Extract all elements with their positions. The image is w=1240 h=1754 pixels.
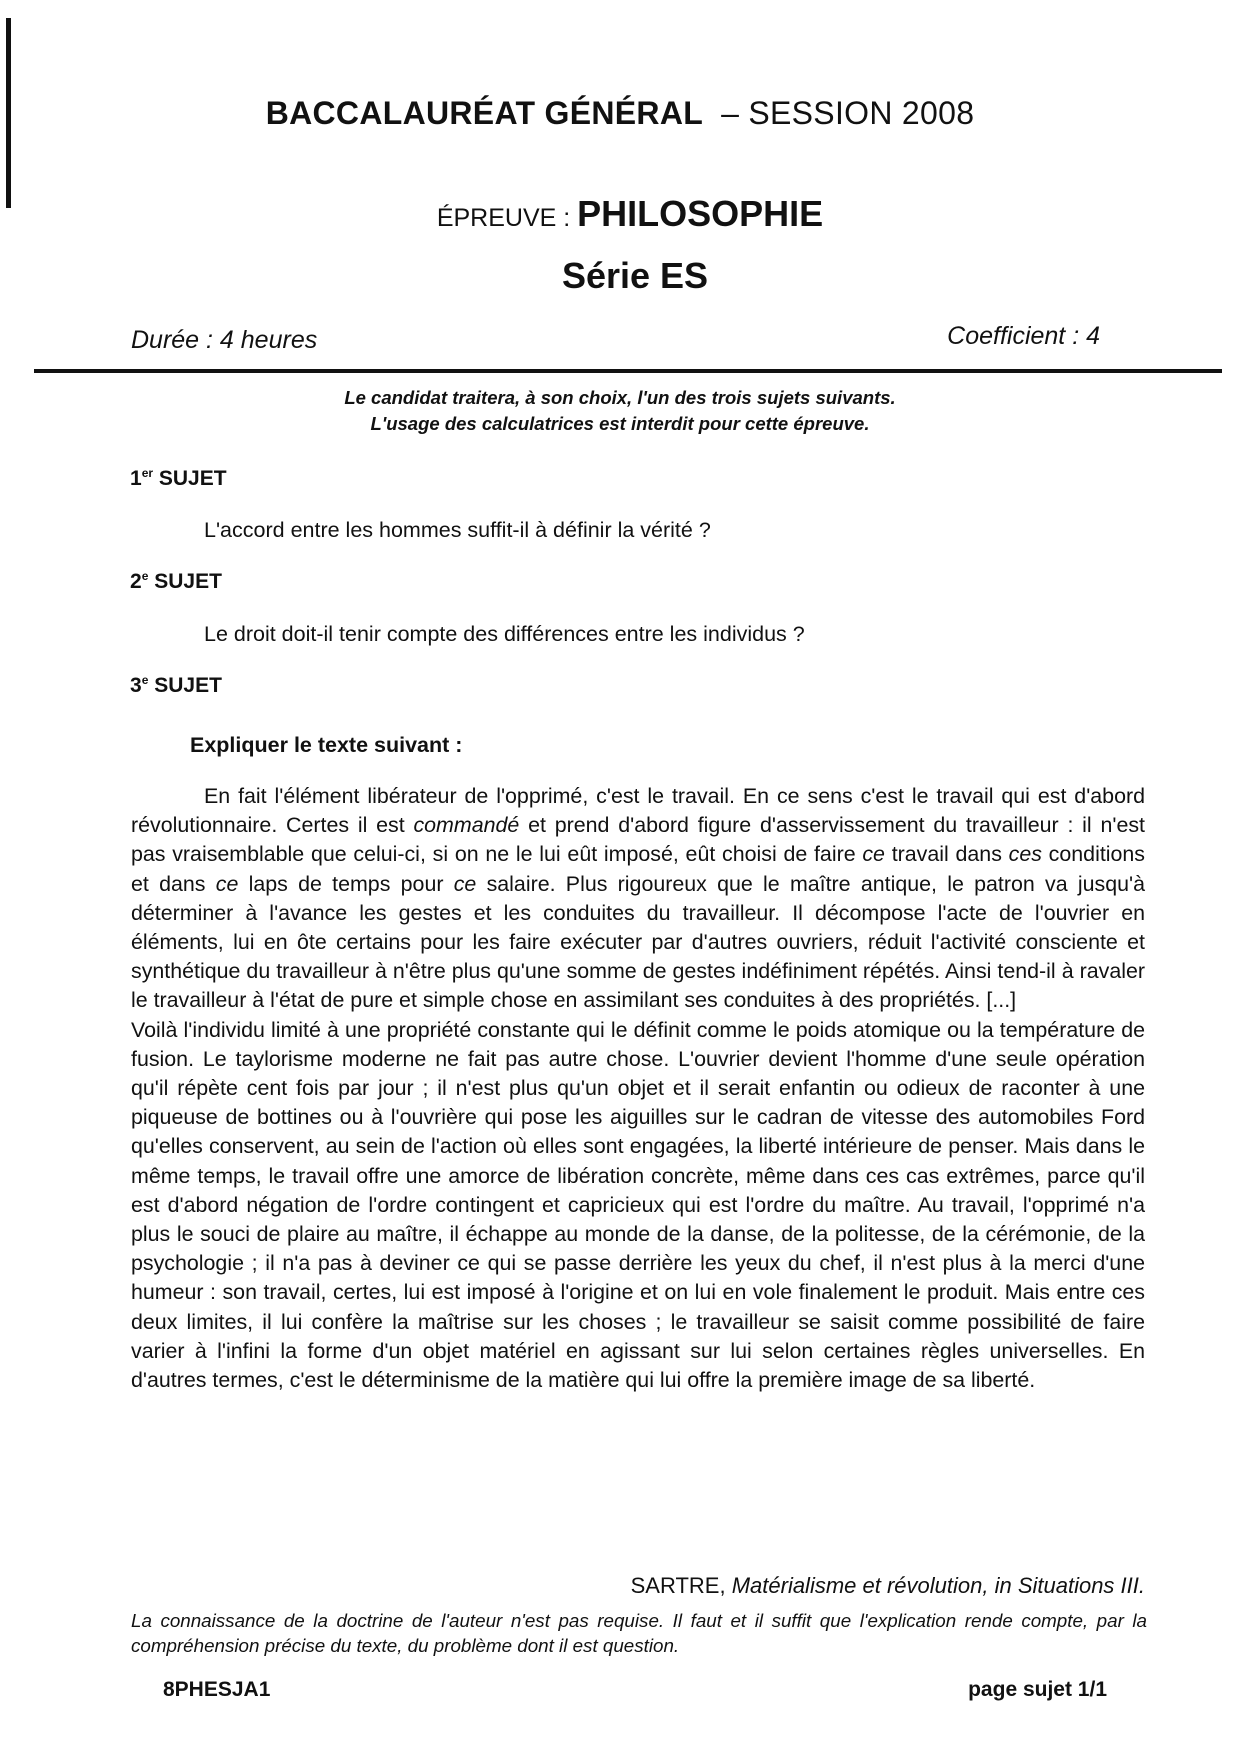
sartre-passage xyxy=(131,782,1145,1395)
instructions-line-2: L'usage des calculatrices est interdit pour cette épreuve. xyxy=(370,413,870,434)
sujet-1-heading: 1er SUJET xyxy=(130,466,227,490)
duration: Durée : 4 heures xyxy=(131,326,318,354)
source-author: SARTRE, xyxy=(630,1573,726,1598)
header-divider xyxy=(34,369,1222,373)
sujet-2-heading: 2e SUJET xyxy=(130,569,222,593)
passage-source xyxy=(631,1573,1145,1599)
exam-name: BACCALAURÉAT GÉNÉRAL xyxy=(265,95,704,131)
subject-code: 8PHESJA1 xyxy=(163,1678,271,1701)
serie-title: Série ES xyxy=(561,255,709,296)
passage-paragraph-1: En fait l'élément libérateur de l'opprimé, c'est le travail. En ce sens c'est le travail qui est d'abord révolutionnaire. Certes il est commandé et prend d'abord figure d'asservissement du travailleur : il n'est pas vraisemblable que celui-ci, si on ne le lui eût imposé, eût choisi de faire ce travail dans ces conditions et dans ce laps de temps pour ce salaire. Plus rigoureux que le maître antique, le patron va jusqu'à déterminer à l'avance les gestes et les conduites du travailleur. Il décompose l'acte de l'ouvrier en éléments, lui en ôte certains pour les faire exécuter par d'autres ouvriers, réduit l'activité consciente et synthétique du travailleur à n'être plus qu'une somme de gestes indéfiniment répétés. Ainsi tend-il à ravaler le travailleur à l'état de pure et simple chose en assimilant ses conduites à des propriétés. [...] xyxy=(131,784,1146,1013)
coefficient: Coefficient : 4 xyxy=(947,322,1100,350)
exam-title xyxy=(0,95,1240,132)
sujet-3-heading: 3e SUJET xyxy=(130,673,222,697)
epreuve-label: ÉPREUVE : xyxy=(436,204,571,232)
page-number: page sujet 1/1 xyxy=(968,1678,1107,1701)
source-work: Matérialisme et révolution, in Situations III. xyxy=(731,1573,1145,1598)
explication-title: Expliquer le texte suivant : xyxy=(190,733,463,757)
instructions-line-1: Le candidat traitera, à son choix, l'un des trois sujets suivants. xyxy=(344,387,896,408)
exam-session: – SESSION 2008 xyxy=(721,95,975,131)
sujet-1-question: L'accord entre les hommes suffit-il à définir la vérité ? xyxy=(204,518,711,542)
epreuve-subject: PHILOSOPHIE xyxy=(577,193,824,234)
passage-paragraph-2: Voilà l'individu limité à une propriété constante qui le définit comme le poids atomique ou la température de fusion. Le taylorisme moderne ne fait pas autre chose. L'ouvrier devient l'homme d'une seule opération qu'il répète cent fois par jour ; il n'est plus qu'un objet et il serait enfantin ou odieux de raconter à une piqueuse de bottines ou à l'ouvrière qui pose les aiguilles sur le cadran de vitesse des automobiles Ford qu'elles conservent, au sein de l'action où elles sont engagées, la liberté intérieure de penser. Mais dans le même temps, le travail offre une amorce de libération concrète, même dans ces cas extrêmes, parce qu'il est d'abord négation de l'ordre contingent et capricieux qui est l'ordre du maître. Au travail, l'opprimé n'a plus le souci de plaire au maître, il échappe au monde de la danse, de la politesse, de la cérémonie, de la psychologie ; il n'a pas à deviner ce qui se passe derrière les yeux du chef, il n'est plus à la merci d'une humeur : son travail, certes, lui est imposé à l'origine et on lui en vole finalement le produit. Mais entre ces deux limites, il lui confère la maîtrise sur les choses ; le travailleur se saisit comme possibilité de faire varier à l'infini la forme d'un objet matériel en agissant sur lui selon certaines règles universelles. En d'autres termes, c'est le déterminisme de la matière qui lui offre la première image de sa liberté. xyxy=(131,1017,1145,1393)
instructions xyxy=(0,385,1240,437)
epreuve-line xyxy=(0,193,1240,235)
sujet-2-question: Le droit doit-il tenir compte des différences entre les individus ? xyxy=(204,622,805,646)
candidate-note: La connaissance de la doctrine de l'auteur n'est pas requise. Il faut et il suffit que l'explication rende compte, par la compréhension précise du texte, du problème dont il est question. xyxy=(131,1610,1147,1656)
